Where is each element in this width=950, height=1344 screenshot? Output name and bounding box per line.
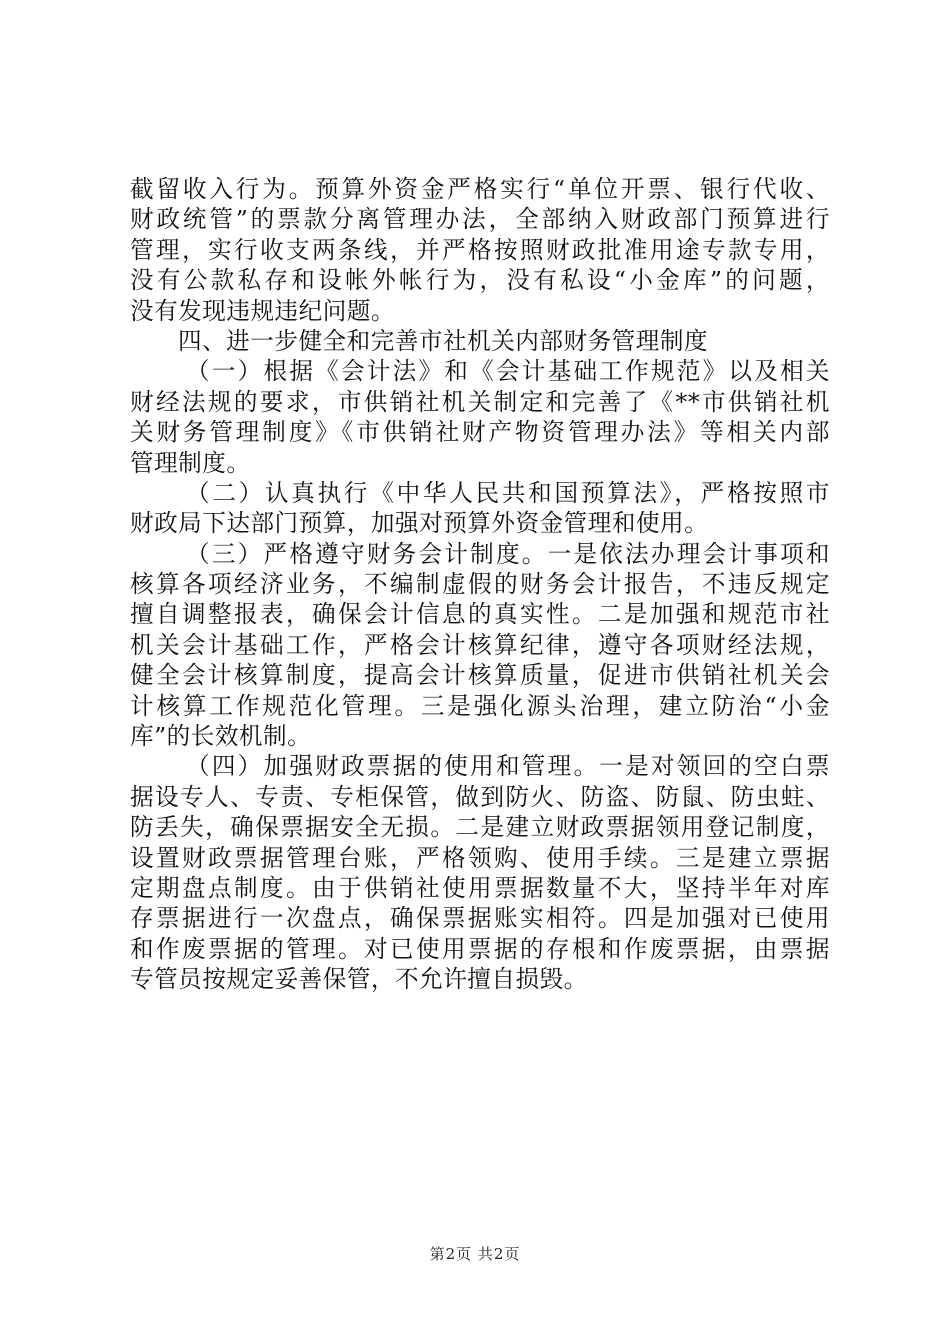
page-number-label: 第2页 共2页 [429,1245,521,1263]
text-line: 存票据进行一次盘点，确保票据账实相符。四是加强对已使用 [130,904,830,933]
text-line: 防丢失，确保票据安全无损。二是建立财政票据领用登记制度， [130,813,830,842]
text-line: 设置财政票据管理台账，严格领购、使用手续。三是建立票据 [130,843,830,872]
text-line: 计核算工作规范化管理。三是强化源头治理，建立防治“小金 [130,691,830,720]
text-line: 财政统管”的票款分离管理办法，全部纳入财政部门预算进行 [130,205,830,234]
text-line: 库”的长效机制。 [130,722,312,751]
page-footer [0,1243,950,1264]
text-line: 核算各项经济业务，不编制虚假的财务会计报告，不违反规定 [130,570,830,599]
text-line: 健全会计核算制度，提高会计核算质量，促进市供销社机关会 [130,661,830,690]
text-line: （一）根据《会计法》和《会计基础工作规范》以及相关 [186,357,830,386]
text-line: 专管员按规定妥善保管，不允许擅自损毁。 [130,965,588,994]
text-line: 财政局下达部门预算，加强对预算外资金管理和使用。 [130,509,709,538]
text-line: 截留收入行为。预算外资金严格实行“单位开票、银行代收、 [130,175,830,203]
text-line: 关财务管理制度》《市供销社财产物资管理办法》等相关内部 [130,418,830,447]
text-line: 机关会计基础工作，严格会计核算纪律，遵守各项财经法规， [130,630,830,659]
text-line: 管理，实行收支两条线，并严格按照财政批准用途专款专用， [130,235,830,264]
text-line: 没有公款私存和设帐外帐行为，没有私设“小金库”的问题， [130,266,830,295]
text-line: 没有发现违规违纪问题。 [130,296,396,325]
text-line: （四）加强财政票据的使用和管理。一是对领回的空白票 [186,752,830,781]
text-line: 和作废票据的管理。对已使用票据的存根和作废票据，由票据 [130,934,830,963]
text-line: 管理制度。 [130,448,251,477]
text-line: （三）严格遵守财务会计制度。一是依法办理会计事项和 [186,539,830,568]
body-text [130,174,830,995]
text-line: （二）认真执行《中华人民共和国预算法》，严格按照市 [186,478,830,507]
text-line: 财经法规的要求，市供销社机关制定和完善了《**市供销社机 [130,387,830,416]
text-line: 定期盘点制度。由于供销社使用票据数量不大，坚持半年对库 [130,873,830,902]
text-line: 据设专人、专责、专柜保管，做到防火、防盗、防鼠、防虫蛀、 [130,782,830,811]
section-heading: 四、进一步健全和完善市社机关内部财务管理制度 [178,326,709,355]
text-line: 擅自调整报表，确保会计信息的真实性。二是加强和规范市社 [130,600,830,629]
